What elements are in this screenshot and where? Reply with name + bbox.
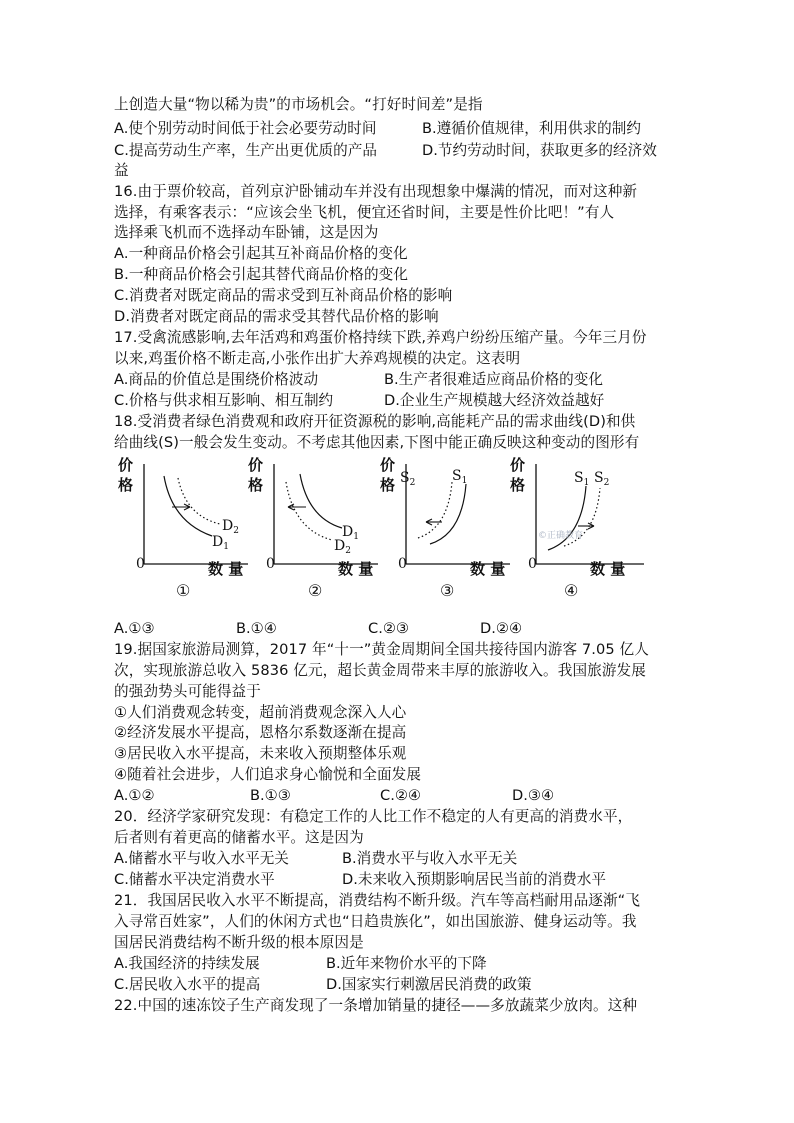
graph-1-ylabel-top: 价	[118, 456, 134, 474]
graph-2-ylabel-top: 价	[248, 456, 264, 474]
graph-4-number: ④	[564, 581, 579, 600]
graph-3-label-2: $S_1$	[452, 468, 468, 486]
q16-option-c: C.消费者对既定商品的需求受到互补商品价格的影响	[114, 287, 453, 304]
graph-1-label-1: $D_2$	[222, 518, 239, 536]
q20-stem-line1: 20．经济学家研究发现：有稳定工作的人比工作不稳定的人有更高的消费水平，	[114, 808, 633, 825]
q19-item-3: ③居民收入水平提高，未来收入预期整体乐观	[114, 745, 407, 762]
q21-option-c: C.居民收入水平的提高	[114, 976, 261, 993]
q16-option-d: D.消费者对既定商品的需求受其替代品价格的影响	[114, 308, 439, 325]
graph-4-label-2: $S_2$	[594, 470, 610, 488]
graph-3-number: ③	[440, 581, 455, 600]
q17-option-a: A.商品的价值总是围绕价格波动	[114, 371, 319, 388]
q18-option-a: A.①③	[114, 620, 155, 637]
graph-1-curve-d2	[178, 478, 220, 524]
q18-stem-line1: 18.受消费者绿色消费观和政府开征资源税的影响,高能耗产品的需求曲线(D)和供	[114, 413, 636, 430]
q16-option-a: A.一种商品价格会引起其互补商品价格的变化	[114, 245, 408, 262]
q20-option-c: C.储蓄水平决定消费水平	[114, 871, 275, 888]
graph-4-ylabel-bottom: 格	[510, 476, 526, 494]
q18-graph-4	[508, 452, 658, 606]
q17-stem-line2: 以来,鸡蛋价格不断走高,小张作出扩大养鸡规模的决定。这表明	[114, 350, 521, 367]
q17-option-b: B.生产者很难适应商品价格的变化	[384, 371, 603, 388]
graph-2-origin: 0	[266, 556, 275, 572]
q16-option-b: B.一种商品价格会引起其替代商品价格的变化	[114, 266, 409, 283]
q17-option-d: D.企业生产规模越大经济效益越好	[384, 392, 605, 409]
q16-stem-line3: 选择乘飞机而不选择动车卧铺，这是因为	[114, 224, 379, 241]
q18-graph-1	[116, 452, 256, 606]
q18-graph-2	[246, 452, 386, 606]
graph-2-number: ②	[308, 581, 323, 600]
graph-4-xlabel: 数 量	[590, 560, 626, 578]
q20-stem-line2: 后者则有着更高的储蓄水平。这是因为	[114, 829, 364, 846]
q22-stem-line1: 22.中国的速冻饺子生产商发现了一条增加销量的捷径——多放蔬菜少放肉。这种	[114, 997, 638, 1014]
q15-stem-line: 上创造大量“物以稀为贵”的市场机会。“打好时间差”是指	[114, 96, 483, 113]
watermark-logo: ©正确教育	[538, 531, 584, 541]
q20-option-b: B.消费水平与收入水平无关	[342, 850, 518, 867]
q18-option-d: D.②④	[480, 620, 523, 637]
graph-1-number: ①	[176, 581, 191, 600]
q21-option-b: B.近年来物价水平的下降	[326, 955, 487, 972]
graph-2-curve-d2	[286, 482, 332, 540]
graph-3-curve-s1	[430, 484, 466, 544]
q21-stem-line2: 入寻常百姓家”，人们的休闲方式也“日趋贵族化”，如出国旅游、健身运动等。我	[114, 913, 637, 930]
graph-2-ylabel-bottom: 格	[248, 476, 264, 494]
q19-option-a: A.①②	[114, 787, 155, 804]
graph-1-xlabel: 数 量	[208, 560, 244, 578]
q15-option-c: C.提高劳动生产率，生产出更优质的产品	[114, 142, 377, 159]
graph-1-label-2: $D_1$	[212, 534, 229, 552]
graph-2-label-2: $D_2$	[334, 538, 351, 556]
q17-option-c: C.价格与供求相互影响、相互制约	[114, 392, 334, 409]
q19-stem-line2: 次，实现旅游总收入 5836 亿元，超长黄金周带来丰厚的旅游收入。我国旅游发展	[114, 662, 646, 679]
graph-3-ylabel-bottom: 格	[380, 476, 396, 494]
q15-option-b: B.遵循价值规律，利用供求的制约	[422, 120, 641, 137]
q16-stem-line2: 选择，有乘客表示：“应该会坐飞机，便宜还省时间，主要是性价比吧！”有人	[114, 204, 615, 221]
graph-1-ylabel-bottom: 格	[118, 476, 134, 494]
graph-2-label-1: $D_1$	[342, 524, 359, 542]
graph-2-xlabel: 数 量	[338, 560, 374, 578]
q16-stem-line1: 16.由于票价较高，首列京沪卧铺动车并没有出现想象中爆满的情况，而对这种新	[114, 183, 638, 200]
graph-4-origin: 0	[528, 556, 537, 572]
q15-option-d-wrap: 益	[114, 162, 129, 179]
q19-item-4: ④随着社会进步，人们追求身心愉悦和全面发展	[114, 766, 422, 783]
graph-3-origin: 0	[398, 556, 407, 572]
q18-graph-3	[378, 452, 518, 606]
q20-option-d: D.未来收入预期影响居民当前的消费水平	[342, 871, 606, 888]
graph-3-ylabel-top: 价	[380, 456, 396, 474]
q15-option-d: D.节约劳动时间，获取更多的经济效	[422, 142, 657, 159]
q21-stem-line3: 国居民消费结构不断升级的根本原因是	[114, 934, 364, 951]
q17-stem-line1: 17.受禽流感影响,去年活鸡和鸡蛋价格持续下跌,养鸡户纷纷压缩产量。今年三月份	[114, 329, 647, 346]
q21-option-d: D.国家实行刺激居民消费的政策	[326, 976, 532, 993]
q19-option-d: D.③④	[512, 787, 555, 804]
q19-option-b: B.①③	[250, 787, 291, 804]
q20-option-a: A.储蓄水平与收入水平无关	[114, 850, 289, 867]
graph-1-origin: 0	[136, 556, 145, 572]
graph-4-label-1: $S_1$	[574, 470, 590, 488]
q18-option-b: B.①④	[236, 620, 277, 637]
graph-3-label-1: $S_2$	[400, 470, 416, 488]
graph-3-curve-s2	[418, 482, 452, 538]
q19-stem-line3: 的强劲势头可能得益于	[114, 683, 261, 700]
q19-option-c: C.②④	[380, 787, 421, 804]
q21-option-a: A.我国经济的持续发展	[114, 955, 260, 972]
q15-option-a: A.使个别劳动时间低于社会必要劳动时间	[114, 120, 377, 137]
q21-stem-line1: 21．我国居民收入水平不断提高，消费结构不断升级。汽车等高档耐用品逐渐“飞	[114, 892, 641, 909]
q18-option-c: C.②③	[368, 620, 409, 637]
q19-item-2: ②经济发展水平提高，恩格尔系数逐渐在提高	[114, 724, 407, 741]
graph-2-curve-d1	[300, 474, 342, 528]
graph-4-ylabel-top: 价	[510, 456, 526, 474]
q19-item-1: ①人们消费观念转变，超前消费观念深入人心	[114, 704, 407, 721]
q18-stem-line2: 给曲线(S)一般会发生变动。不考虑其他因素,下图中能正确反映这种变动的图形有	[114, 434, 640, 451]
graph-3-xlabel: 数 量	[470, 560, 506, 578]
q19-stem-line1: 19.据国家旅游局测算，2017 年“十一”黄金周期间全国共接待国内游客 7.05 亿人	[114, 641, 649, 658]
